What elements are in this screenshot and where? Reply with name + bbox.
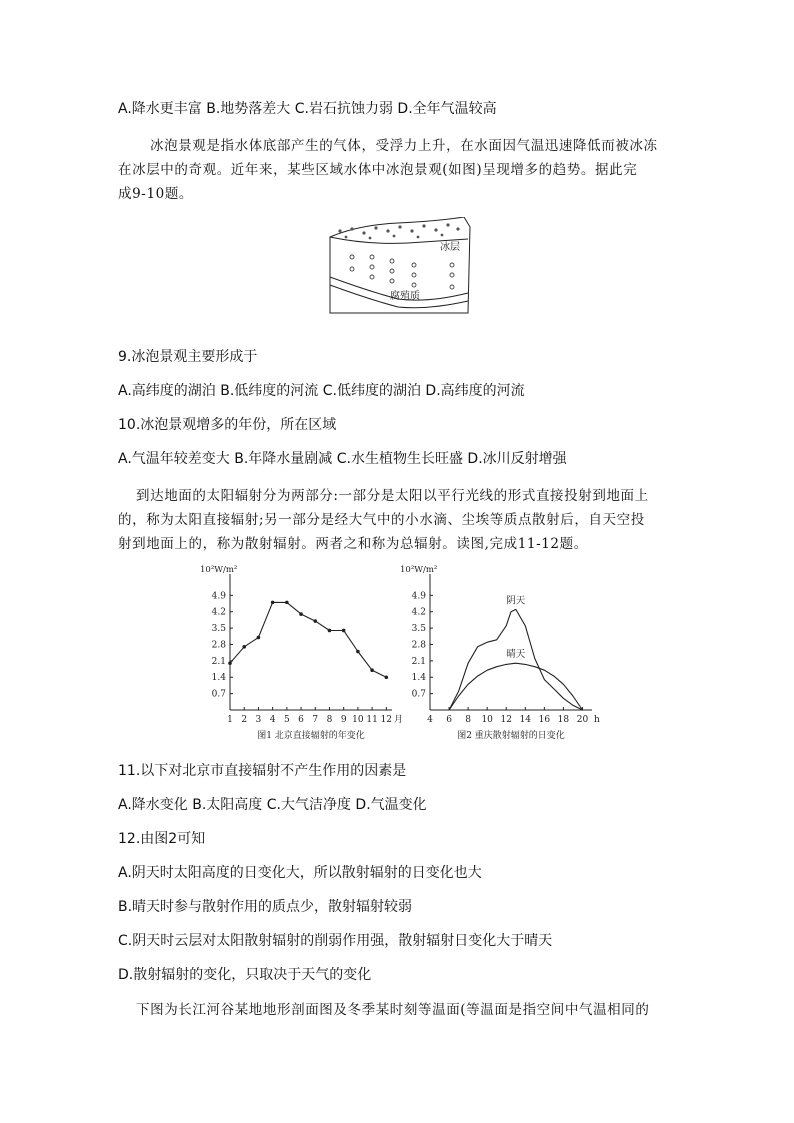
y-axis-label: 10²W/m² [400, 565, 438, 575]
x-tick-label: 12 [500, 715, 512, 725]
x-tick-label: 12 [380, 715, 393, 725]
y-tick-label: 3.5 [211, 624, 226, 635]
y-tick-label: 4.2 [411, 607, 426, 618]
passage1-line2: 在冰层中的奇观。近年来，某些区域水体中冰泡景观(如图)呈现增多的趋势。据此完 [118, 162, 638, 178]
x-tick-label: 5 [283, 715, 290, 725]
y-tick-label: 3.5 [411, 624, 426, 635]
data-point [370, 668, 374, 672]
y-tick-label: 2.1 [211, 656, 226, 667]
q9-options: A.高纬度的湖泊 B.低纬度的河流 C.低纬度的湖泊 D.高纬度的河流 [118, 383, 525, 399]
y-tick-label: 0.7 [411, 689, 426, 700]
y-tick-label: 0.7 [211, 689, 226, 700]
x-tick-label: 14 [519, 715, 532, 725]
chart-title: 图2 重庆散射辐射的日变化 [457, 731, 565, 741]
x-tick-label: 3 [255, 715, 262, 725]
x-tick-label: 16 [538, 715, 551, 725]
passage2-line2: 的，称为太阳直接辐射;另一部分是经大气中的小水滴、尘埃等质点散射后，自天空投 [118, 512, 645, 528]
q12-option-a: A.阴天时太阳高度的日变化大，所以散射辐射的日变化也大 [118, 865, 482, 881]
chart-chongqing-diffuse-radiation [396, 560, 606, 742]
passage3-line1: 下图为长江河谷某地地形剖面图及冬季某时刻等温面(等温面是指空间中气温相同的 [136, 1002, 650, 1018]
x-tick-label: 10 [481, 715, 493, 725]
chart-beijing-direct-radiation [196, 560, 406, 742]
x-tick-label: 1 [227, 715, 233, 725]
ice-bubble-figure [328, 217, 474, 321]
data-point [242, 645, 246, 649]
x-tick-label: 4 [427, 715, 433, 725]
x-axis-unit: 月 [394, 715, 404, 725]
passage1-line1: 冰泡景观是指水体底部产生的气体，受浮力上升，在水面因气温迅速降低而被冰冻 [150, 138, 658, 154]
x-tick-label: 18 [557, 715, 570, 725]
series-label: 晴天 [506, 649, 526, 661]
passage2-line3: 射到地面上的，称为散射辐射。两者之和称为总辐射。读图,完成11-12题。 [118, 536, 588, 552]
data-point [228, 661, 232, 665]
x-axis-unit: h [594, 715, 600, 725]
q10-options: A.气温年较差变大 B.年降水量剧减 C.水生植物生长旺盛 D.冰川反射增强 [118, 451, 567, 467]
x-tick-label: 20 [576, 715, 589, 725]
x-tick-label: 8 [465, 715, 471, 725]
data-point [313, 619, 317, 623]
y-tick-label: 2.1 [411, 656, 426, 667]
data-point [271, 601, 275, 605]
data-point [285, 601, 289, 605]
q12-stem: 12.由图2可知 [118, 831, 206, 847]
y-tick-label: 1.4 [211, 673, 226, 684]
y-tick-label: 4.2 [211, 607, 226, 618]
q12-option-d: D.散射辐射的变化，只取决于天气的变化 [118, 967, 372, 983]
x-tick-label: 9 [340, 715, 347, 725]
q12-option-c: C.阴天时云层对太阳散射辐射的削弱作用强，散射辐射日变化大于晴天 [118, 933, 553, 949]
x-tick-label: 8 [326, 715, 333, 725]
q8-options: A.降水更丰富 B.地势落差大 C.岩石抗蚀力弱 D.全年气温较高 [118, 101, 497, 117]
q11-options: A.降水变化 B.太阳高度 C.大气洁净度 D.气温变化 [118, 797, 427, 813]
data-point [342, 629, 346, 633]
chart-title: 图1 北京直接辐射的年变化 [257, 731, 365, 741]
data-point [299, 612, 303, 616]
data-point [385, 675, 389, 679]
series-label: 阴天 [506, 595, 526, 607]
q9-stem: 9.冰泡景观主要形成于 [118, 349, 258, 365]
y-tick-label: 4.9 [211, 591, 226, 602]
q12-option-b: B.晴天时参与散射作用的质点少，散射辐射较弱 [118, 899, 413, 915]
x-tick-label: 7 [312, 715, 319, 725]
series-line-晴天 [449, 663, 582, 710]
x-tick-label: 6 [446, 715, 452, 725]
passage2-line1: 到达地面的太阳辐射分为两部分:一部分是太阳以平行光线的形式直接投射到地面上 [136, 488, 649, 504]
x-tick-label: 2 [241, 715, 248, 725]
y-tick-label: 4.9 [411, 591, 426, 602]
x-tick-label: 10 [352, 715, 364, 725]
humus-label: 腐殖质 [390, 291, 420, 302]
q11-stem: 11.以下对北京市直接辐射不产生作用的因素是 [118, 763, 407, 779]
x-tick-label: 4 [269, 715, 276, 725]
y-tick-label: 1.4 [411, 673, 426, 684]
data-point [257, 636, 261, 640]
data-point [328, 629, 332, 633]
q10-stem: 10.冰泡景观增多的年份，所在区域 [118, 417, 337, 433]
data-point [356, 650, 360, 654]
y-tick-label: 2.8 [411, 640, 426, 651]
ice-layer-label: 冰层 [440, 242, 460, 253]
y-tick-label: 2.8 [211, 640, 226, 651]
y-axis-label: 10²W/m² [200, 565, 238, 575]
x-tick-label: 6 [298, 715, 304, 725]
x-tick-label: 11 [366, 715, 378, 725]
passage1-line3: 成9-10题。 [118, 186, 194, 202]
series-line [230, 602, 386, 677]
